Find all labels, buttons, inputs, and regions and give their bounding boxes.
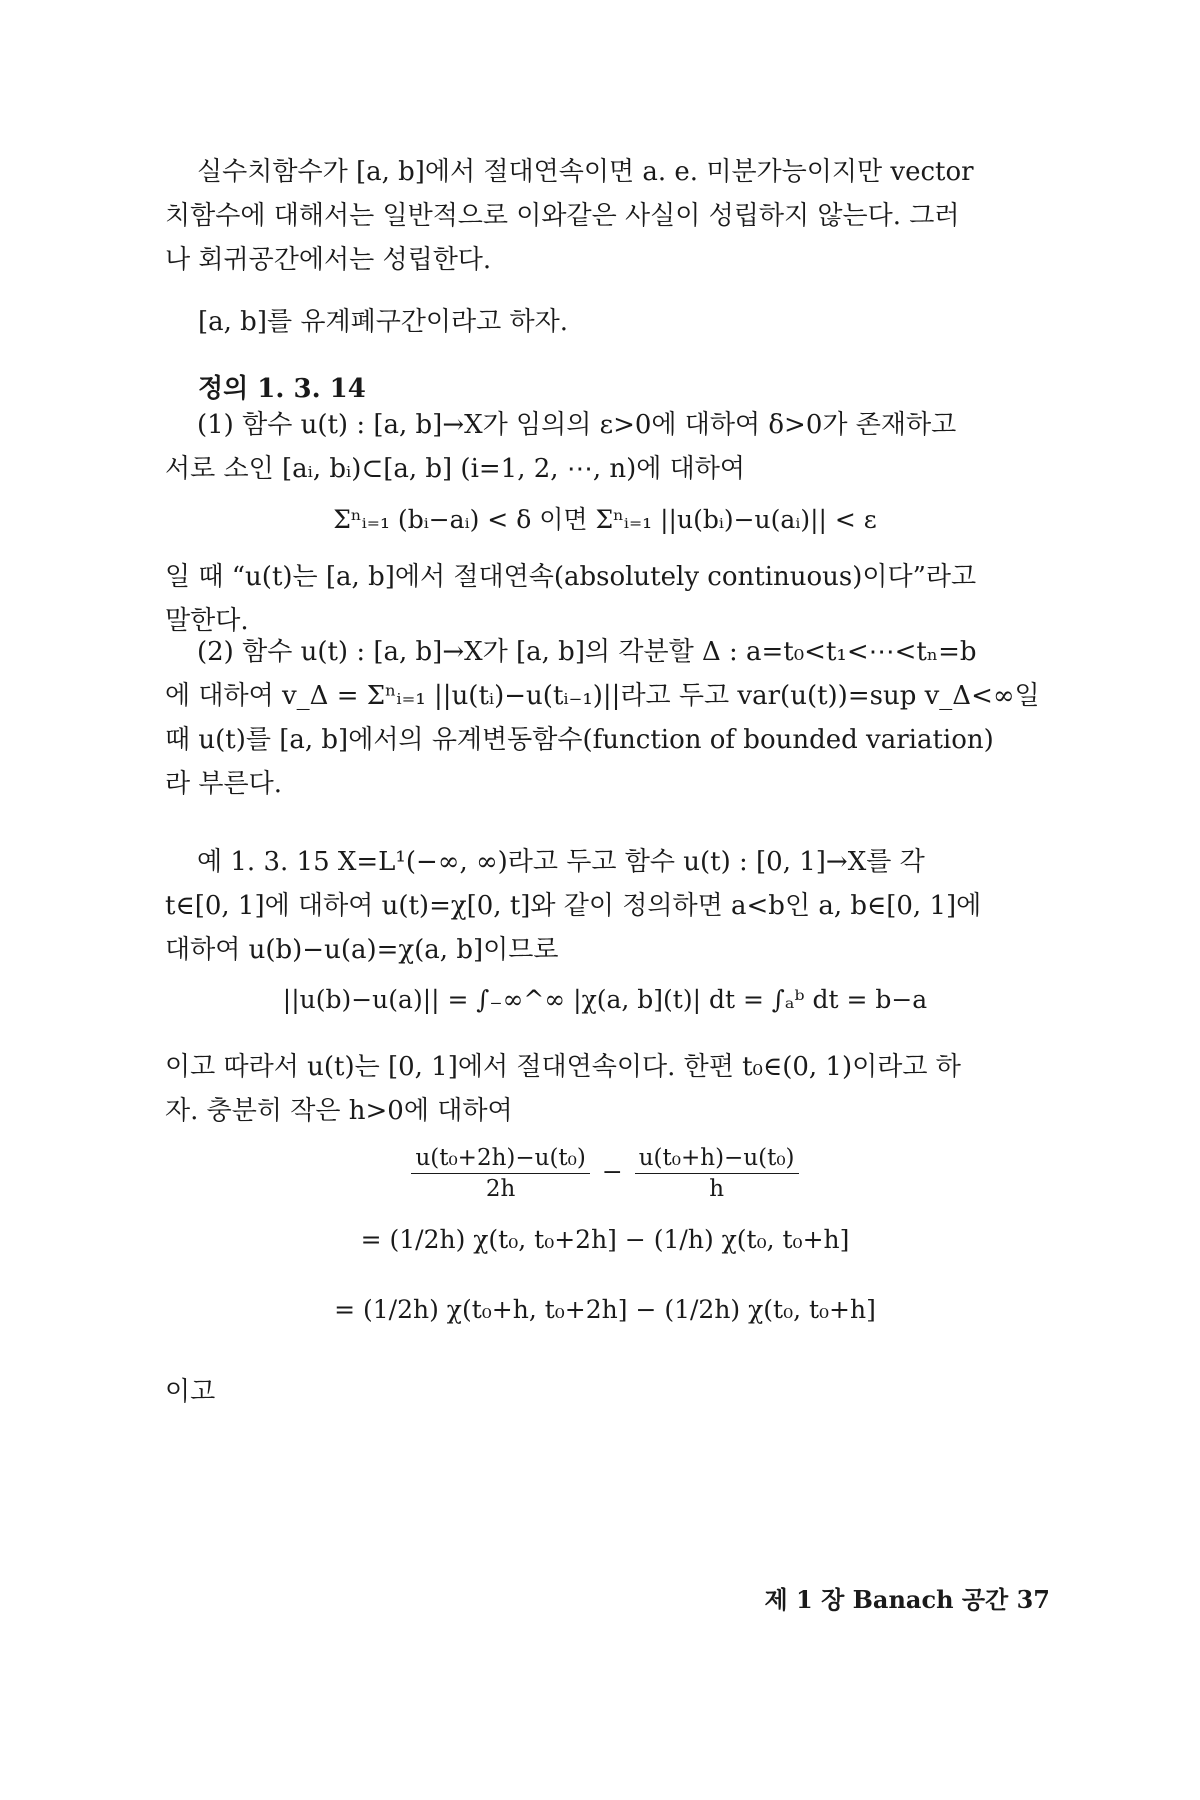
- example-line-4: 이고 따라서 u(t)는 [0, 1]에서 절대연속이다. 한편 t₀∈(0, 1)이라고 하: [165, 1052, 961, 1082]
- page-footer: 제 1 장 Banach 공간 37: [764, 1585, 1050, 1614]
- fraction-h-denominator: h: [709, 1176, 725, 1202]
- difference-quotient-row-2: = (1/2h) χ(t₀, t₀+2h] − (1/h) χ(t₀, t₀+h]: [360, 1225, 850, 1254]
- definition-2-line-3: 때 u(t)를 [a, b]에서의 유계변동함수(function of bounded variation): [165, 725, 994, 755]
- definition-1-line-2: 서로 소인 [aᵢ, bᵢ)⊂[a, b] (i=1, 2, ⋯, n)에 대하여: [165, 454, 745, 484]
- fraction-2h-numerator: u(t₀+2h)−u(t₀): [411, 1145, 589, 1174]
- intro-line-2: 치함수에 대해서는 일반적으로 이와같은 사실이 성립하지 않는다. 그러: [165, 201, 960, 231]
- definition-part-1: [165, 403, 1045, 491]
- fraction-h-numerator: u(t₀+h)−u(t₀): [635, 1145, 799, 1174]
- minus-sign: −: [601, 1157, 623, 1186]
- example-paragraph: [165, 840, 1045, 972]
- fraction-2h: [411, 1145, 589, 1202]
- fraction-2h-denominator: 2h: [485, 1176, 516, 1202]
- example-line-2: t∈[0, 1]에 대하여 u(t)=χ[0, t]와 같이 정의하면 a<b인 a, b∈[0, 1]에: [165, 891, 982, 921]
- definition-1-line-4: 말한다.: [165, 606, 249, 636]
- intro-line-3: 나 회귀공간에서는 성립한다.: [165, 245, 492, 275]
- intro-paragraph: [165, 150, 1045, 282]
- definition-2-line-1: (2) 함수 u(t) : [a, b]→X가 [a, b]의 각분할 Δ : a=t₀<t₁<⋯<tₙ=b: [197, 637, 977, 667]
- difference-quotient-row-1: [165, 1145, 1045, 1202]
- definition-1-line-3: 일 때 “u(t)는 [a, b]에서 절대연속(absolutely continuous)이다”라고: [165, 562, 977, 592]
- fraction-h: [635, 1145, 799, 1202]
- definition-2-line-2: 에 대하여 v_Δ = Σⁿᵢ₌₁ ||u(tᵢ)−u(tᵢ₋₁)||라고 두고 var(u(t))=sup v_Δ<∞일: [165, 681, 1040, 711]
- example-line-5: 자. 충분히 작은 h>0에 대하여: [165, 1096, 513, 1126]
- absolute-continuity-formula: Σⁿᵢ₌₁ (bᵢ−aᵢ) < δ 이면 Σⁿᵢ₌₁ ||u(bᵢ)−u(aᵢ)|| < ε: [333, 505, 877, 534]
- definition-part-2: [165, 630, 1045, 806]
- intro-line-1: 실수치함수가 [a, b]에서 절대연속이면 a. e. 미분가능이지만 vector: [197, 157, 974, 187]
- definition-2-line-4: 라 부른다.: [165, 769, 282, 799]
- example-line-1: 예 1. 3. 15 X=L¹(−∞, ∞)라고 두고 함수 u(t) : [0, 1]→X를 각: [197, 847, 925, 877]
- norm-integral-formula: ||u(b)−u(a)|| = ∫₋∞^∞ |χ(a, b](t)| dt = ∫ₐᵇ dt = b−a: [282, 985, 928, 1014]
- assumption-line: [a, b]를 유계폐구간이라고 하자.: [198, 307, 569, 337]
- example-line-3: 대하여 u(b)−u(a)=χ(a, b]이므로: [165, 935, 559, 965]
- closing-word: 이고: [165, 1377, 216, 1407]
- example-paragraph-cont: [165, 1045, 1045, 1133]
- definition-title: 정의 1. 3. 14: [198, 374, 366, 404]
- definition-1-line-1: (1) 함수 u(t) : [a, b]→X가 임의의 ε>0에 대하여 δ>0가 존재하고: [197, 410, 957, 440]
- difference-quotient-row-3: = (1/2h) χ(t₀+h, t₀+2h] − (1/2h) χ(t₀, t₀+h]: [334, 1295, 876, 1324]
